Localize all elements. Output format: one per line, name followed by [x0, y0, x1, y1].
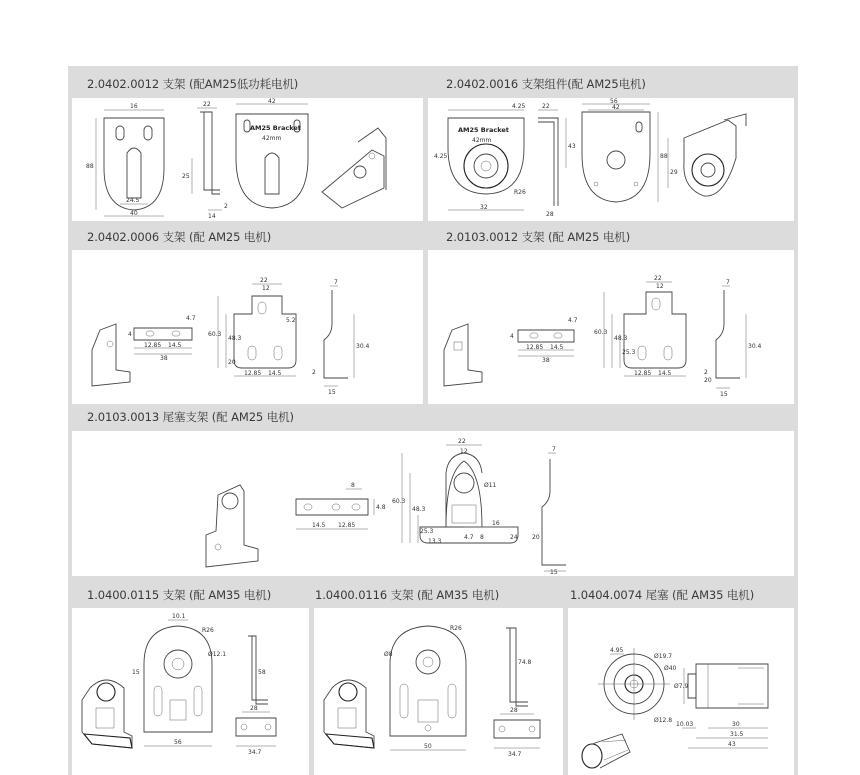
svg-text:43: 43	[568, 143, 576, 150]
svg-text:14.5: 14.5	[312, 522, 326, 529]
svg-text:20: 20	[704, 377, 712, 384]
svg-text:4.25: 4.25	[434, 153, 448, 160]
svg-text:R26: R26	[514, 189, 526, 196]
svg-text:28: 28	[546, 211, 554, 218]
svg-text:60.3: 60.3	[208, 331, 222, 338]
section-title-2-0103-0013: 2.0103.0013 尾塞支架 (配 AM25 电机)	[87, 410, 294, 424]
svg-text:58: 58	[258, 669, 266, 676]
svg-text:40: 40	[130, 210, 138, 217]
drawing-bracket-assembly-2-0402-0016	[428, 98, 794, 221]
svg-text:15: 15	[328, 389, 336, 396]
drawing-end-plug-bracket-2-0103-0013	[72, 431, 794, 576]
svg-text:R26: R26	[202, 627, 214, 634]
svg-text:12.85: 12.85	[634, 370, 652, 377]
svg-text:74.8: 74.8	[518, 659, 532, 666]
svg-text:Ø12.1: Ø12.1	[208, 651, 227, 658]
svg-text:12: 12	[460, 448, 468, 455]
svg-text:4.7: 4.7	[568, 317, 578, 324]
drawing-bracket-1-0400-0116	[314, 608, 563, 775]
svg-text:38: 38	[542, 357, 550, 364]
section-title-1-0400-0115: 1.0400.0115 支架 (配 AM35 电机)	[87, 588, 272, 602]
svg-text:56: 56	[174, 739, 182, 746]
svg-text:50: 50	[424, 743, 432, 750]
svg-text:13.3: 13.3	[428, 538, 442, 545]
svg-text:56: 56	[610, 98, 618, 105]
svg-text:32: 32	[480, 204, 488, 211]
svg-text:4.7: 4.7	[186, 315, 196, 322]
section-title-2-0103-0012: 2.0103.0012 支架 (配 AM25 电机)	[446, 230, 631, 244]
svg-text:7: 7	[334, 279, 338, 286]
svg-text:15: 15	[720, 391, 728, 398]
svg-text:4.95: 4.95	[610, 647, 624, 654]
svg-text:Ø11: Ø11	[484, 482, 497, 489]
svg-text:12.85: 12.85	[144, 342, 162, 349]
svg-text:14: 14	[208, 213, 216, 220]
svg-text:14.5: 14.5	[168, 342, 182, 349]
svg-text:2: 2	[704, 369, 708, 376]
svg-text:5.2: 5.2	[286, 317, 296, 324]
svg-text:25.3: 25.3	[420, 528, 434, 535]
svg-text:12: 12	[262, 285, 270, 292]
svg-text:12.85: 12.85	[338, 522, 356, 529]
svg-text:AM25 Bracket: AM25 Bracket	[458, 126, 509, 134]
svg-text:42mm: 42mm	[262, 135, 282, 142]
svg-text:2: 2	[312, 369, 316, 376]
svg-text:48.3: 48.3	[228, 335, 242, 342]
svg-text:R26: R26	[450, 625, 462, 632]
svg-text:22: 22	[542, 103, 550, 110]
svg-text:Ø12.8: Ø12.8	[654, 717, 673, 724]
svg-text:Ø19.7: Ø19.7	[654, 653, 673, 660]
svg-text:29: 29	[670, 169, 678, 176]
svg-text:15: 15	[132, 669, 140, 676]
section-title-1-0400-0116: 1.0400.0116 支架 (配 AM35 电机)	[315, 588, 500, 602]
svg-text:4: 4	[128, 331, 132, 338]
svg-text:12.85: 12.85	[526, 344, 544, 351]
svg-text:42: 42	[612, 104, 620, 111]
svg-text:16: 16	[492, 520, 500, 527]
svg-text:38: 38	[160, 355, 168, 362]
drawing-bracket-2-0402-0006	[72, 250, 423, 404]
svg-text:30: 30	[732, 721, 740, 728]
svg-text:14.5: 14.5	[658, 370, 672, 377]
svg-text:Ø40: Ø40	[664, 665, 677, 672]
section-title-2-0402-0006: 2.0402.0006 支架 (配 AM25 电机)	[87, 230, 272, 244]
svg-text:34.7: 34.7	[248, 749, 262, 756]
svg-text:60.3: 60.3	[392, 498, 406, 505]
svg-text:10.1: 10.1	[172, 613, 186, 620]
svg-text:12.85: 12.85	[244, 370, 262, 377]
svg-text:7: 7	[726, 279, 730, 286]
drawing-end-plug-1-0404-0074	[568, 608, 794, 775]
svg-text:20: 20	[532, 534, 540, 541]
svg-text:34.7: 34.7	[508, 751, 522, 758]
svg-text:8: 8	[351, 482, 355, 489]
svg-text:15: 15	[550, 569, 558, 576]
svg-text:Ø8: Ø8	[384, 651, 393, 658]
svg-text:25: 25	[182, 173, 190, 180]
svg-text:30.4: 30.4	[356, 343, 370, 350]
section-title-2-0402-0012: 2.0402.0012 支架 (配AM25低功耗电机)	[87, 77, 299, 91]
catalog-sheet	[68, 66, 798, 775]
svg-text:4: 4	[510, 333, 514, 340]
svg-text:16: 16	[130, 103, 138, 110]
svg-text:48.3: 48.3	[614, 335, 628, 342]
svg-text:4.8: 4.8	[376, 504, 386, 511]
svg-text:4.25: 4.25	[512, 103, 526, 110]
svg-text:4.7: 4.7	[464, 534, 474, 541]
svg-text:42: 42	[268, 98, 276, 105]
svg-text:8: 8	[480, 534, 484, 541]
svg-text:60.3: 60.3	[594, 329, 608, 336]
svg-text:Ø7.9: Ø7.9	[674, 683, 689, 690]
svg-text:20: 20	[228, 359, 236, 366]
svg-text:24.5: 24.5	[126, 197, 140, 204]
svg-text:14.5: 14.5	[550, 344, 564, 351]
svg-text:30.4: 30.4	[748, 343, 762, 350]
svg-text:42mm: 42mm	[472, 137, 492, 144]
drawing-bracket-1-0400-0115	[72, 608, 309, 775]
svg-text:48.3: 48.3	[412, 506, 426, 513]
svg-text:25.3: 25.3	[622, 349, 636, 356]
drawing-bracket-2-0402-0012	[72, 98, 423, 221]
svg-text:88: 88	[660, 153, 668, 160]
section-title-1-0404-0074: 1.0404.0074 尾塞 (配 AM35 电机)	[570, 588, 755, 602]
drawing-bracket-2-0103-0012	[428, 250, 794, 404]
svg-text:22: 22	[260, 277, 268, 284]
svg-text:31.5: 31.5	[730, 731, 744, 738]
svg-text:28: 28	[250, 705, 258, 712]
svg-text:22: 22	[458, 438, 466, 445]
svg-text:28: 28	[510, 707, 518, 714]
svg-text:24: 24	[510, 534, 518, 541]
svg-text:10.03: 10.03	[676, 721, 694, 728]
section-title-2-0402-0016: 2.0402.0016 支架组件(配 AM25电机)	[446, 77, 646, 91]
svg-text:88: 88	[86, 163, 94, 170]
svg-text:2: 2	[224, 203, 228, 210]
svg-text:12: 12	[656, 283, 664, 290]
svg-text:22: 22	[654, 275, 662, 282]
svg-text:14.5: 14.5	[268, 370, 282, 377]
svg-text:7: 7	[552, 446, 556, 453]
svg-text:AM25 Bracket: AM25 Bracket	[250, 124, 301, 132]
svg-text:22: 22	[203, 101, 211, 108]
svg-text:43: 43	[728, 741, 736, 748]
